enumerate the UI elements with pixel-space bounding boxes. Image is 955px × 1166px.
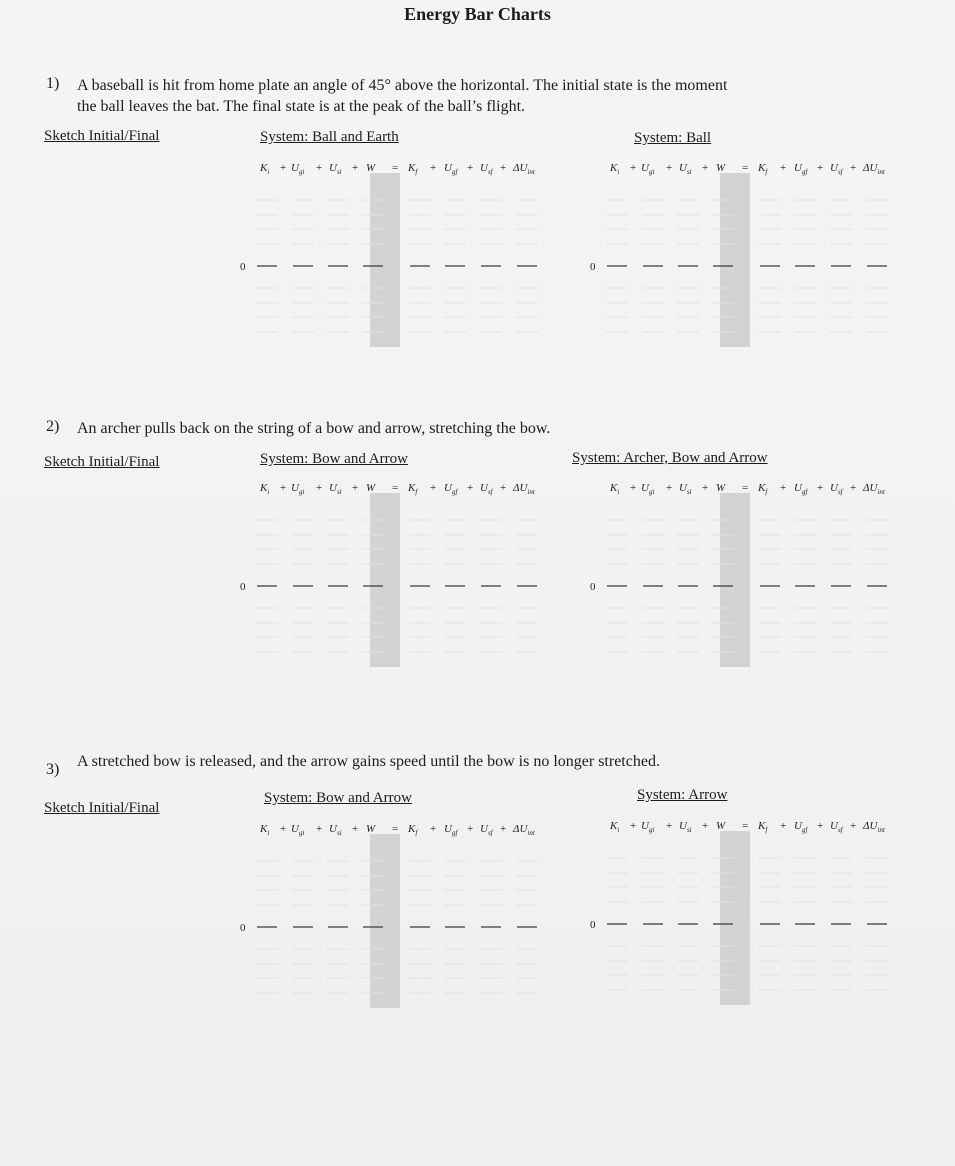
equation-term: $U_{si}$ [329, 162, 342, 176]
equation-term: $\Delta U_{int}$ [863, 162, 885, 176]
equation-term: $K_f$ [408, 482, 418, 496]
equation-term: $U_{sf}$ [830, 162, 843, 176]
equation-operator: + [500, 823, 507, 835]
equation-term: $\Delta U_{int}$ [513, 162, 535, 176]
equation-operator: = [392, 162, 399, 174]
equation-term: $K_i$ [260, 482, 270, 496]
equation-operator: + [316, 482, 323, 494]
equation-term: $U_{si}$ [679, 162, 692, 176]
question-1-sketch-label: Sketch Initial/Final [44, 128, 160, 144]
equation-operator: + [352, 162, 359, 174]
energy-equation [609, 820, 886, 834]
equation-term: W [716, 482, 726, 494]
equation-operator: + [630, 162, 637, 174]
question-3-text-line-1: A stretched bow is released, and the arrow gains speed until the bow is no longer stretched. [77, 753, 660, 770]
work-column-shading [720, 173, 750, 347]
energy-equation [609, 482, 886, 496]
equation-operator: + [430, 482, 437, 494]
equation-operator: + [780, 162, 787, 174]
equation-term: $U_{sf}$ [480, 823, 493, 837]
equation-term: $K_f$ [408, 162, 418, 176]
equation-term: $U_{gi}$ [291, 823, 305, 837]
equation-term: $U_{gi}$ [291, 482, 305, 496]
equation-term: $\Delta U_{int}$ [863, 482, 885, 496]
zero-label: 0 [590, 261, 596, 273]
equation-term: $U_{si}$ [329, 482, 342, 496]
question-1-bar-chart-right [586, 157, 906, 347]
equation-operator: + [280, 482, 287, 494]
equation-operator: + [500, 162, 507, 174]
zero-label: 0 [240, 261, 246, 273]
work-column-shading [370, 173, 400, 347]
equation-operator: + [467, 823, 474, 835]
equation-operator: + [702, 162, 709, 174]
equation-term: $K_f$ [758, 820, 768, 834]
question-2-sketch-label: Sketch Initial/Final [44, 454, 160, 470]
zero-label: 0 [590, 919, 596, 931]
equation-term: $K_i$ [610, 482, 620, 496]
work-column-shading [720, 831, 750, 1005]
equation-term: $U_{sf}$ [480, 482, 493, 496]
question-3-system-right: System: Arrow [637, 787, 728, 803]
equation-term: W [366, 823, 376, 835]
equation-operator: + [500, 482, 507, 494]
work-column-shading [370, 834, 400, 1008]
work-column-shading [720, 493, 750, 667]
zero-label: 0 [240, 922, 246, 934]
equation-term: $U_{gi}$ [641, 162, 655, 176]
equation-operator: + [850, 820, 857, 832]
equation-term: $U_{gf}$ [794, 820, 808, 834]
equation-term: $U_{si}$ [679, 820, 692, 834]
equation-operator: + [850, 162, 857, 174]
equation-operator: + [280, 823, 287, 835]
question-1-system-left: System: Ball and Earth [260, 129, 399, 145]
equation-operator: + [352, 482, 359, 494]
equation-operator: + [467, 482, 474, 494]
equation-term: $U_{gi}$ [291, 162, 305, 176]
question-3-number: 3) [46, 761, 60, 778]
equation-operator: + [666, 162, 673, 174]
equation-term: $U_{gi}$ [641, 820, 655, 834]
equation-term: W [366, 162, 376, 174]
energy-equation [259, 162, 536, 176]
equation-operator: + [316, 162, 323, 174]
energy-equation [259, 482, 536, 496]
zero-label: 0 [590, 581, 596, 593]
equation-term: W [716, 820, 726, 832]
question-2-system-left: System: Bow and Arrow [260, 451, 408, 467]
equation-operator: + [630, 482, 637, 494]
question-3-bar-chart-right [586, 815, 906, 1005]
equation-operator: + [630, 820, 637, 832]
question-2-text-line-1: An archer pulls back on the string of a bow and arrow, stretching the bow. [77, 420, 551, 437]
equation-operator: = [392, 482, 399, 494]
question-2-bar-chart-right [586, 477, 906, 667]
equation-term: W [366, 482, 376, 494]
equation-operator: + [817, 162, 824, 174]
equation-operator: = [742, 482, 749, 494]
equation-operator: + [702, 820, 709, 832]
question-2-system-right: System: Archer, Bow and Arrow [572, 450, 768, 466]
equation-term: $K_i$ [260, 162, 270, 176]
equation-term: $U_{sf}$ [830, 482, 843, 496]
question-1-text-line-1: A baseball is hit from home plate an angle of 45° above the horizontal. The initial state is the moment [77, 77, 728, 94]
equation-term: $K_i$ [610, 162, 620, 176]
equation-operator: + [780, 482, 787, 494]
equation-term: $U_{sf}$ [830, 820, 843, 834]
equation-term: W [716, 162, 726, 174]
question-3-system-left: System: Bow and Arrow [264, 790, 412, 806]
equation-term: $K_f$ [758, 162, 768, 176]
energy-equation [259, 823, 536, 837]
equation-operator: + [817, 820, 824, 832]
equation-term: $U_{gf}$ [794, 162, 808, 176]
equation-term: $U_{gf}$ [794, 482, 808, 496]
question-1-text-line-2: the ball leaves the bat. The final state is at the peak of the ball’s flight. [77, 98, 526, 115]
question-2-bar-chart-left [236, 477, 556, 667]
equation-term: $\Delta U_{int}$ [513, 823, 535, 837]
equation-operator: = [742, 162, 749, 174]
equation-term: $K_f$ [758, 482, 768, 496]
equation-term: $K_f$ [408, 823, 418, 837]
equation-term: $U_{gf}$ [444, 162, 458, 176]
equation-operator: + [467, 162, 474, 174]
equation-term: $U_{sf}$ [480, 162, 493, 176]
equation-term: $\Delta U_{int}$ [863, 820, 885, 834]
equation-term: $\Delta U_{int}$ [513, 482, 535, 496]
equation-operator: + [817, 482, 824, 494]
equation-operator: + [430, 823, 437, 835]
equation-operator: + [702, 482, 709, 494]
equation-term: $U_{gf}$ [444, 482, 458, 496]
equation-operator: + [280, 162, 287, 174]
question-1-number: 1) [46, 75, 60, 92]
equation-term: $U_{si}$ [679, 482, 692, 496]
work-column-shading [370, 493, 400, 667]
equation-term: $U_{gi}$ [641, 482, 655, 496]
equation-term: $U_{si}$ [329, 823, 342, 837]
equation-operator: = [742, 820, 749, 832]
equation-operator: + [780, 820, 787, 832]
page-title: Energy Bar Charts [404, 4, 551, 24]
equation-operator: + [850, 482, 857, 494]
equation-term: $U_{gf}$ [444, 823, 458, 837]
question-1-system-right: System: Ball [634, 130, 712, 146]
question-1-bar-chart-left [236, 157, 556, 347]
equation-operator: + [666, 482, 673, 494]
zero-label: 0 [240, 581, 246, 593]
question-3-bar-chart-left [236, 818, 556, 1008]
equation-operator: + [430, 162, 437, 174]
equation-term: $K_i$ [610, 820, 620, 834]
equation-operator: = [392, 823, 399, 835]
energy-equation [609, 162, 886, 176]
question-2-number: 2) [46, 418, 60, 435]
equation-operator: + [666, 820, 673, 832]
question-3-sketch-label: Sketch Initial/Final [44, 800, 160, 816]
equation-term: $K_i$ [260, 823, 270, 837]
equation-operator: + [316, 823, 323, 835]
equation-operator: + [352, 823, 359, 835]
